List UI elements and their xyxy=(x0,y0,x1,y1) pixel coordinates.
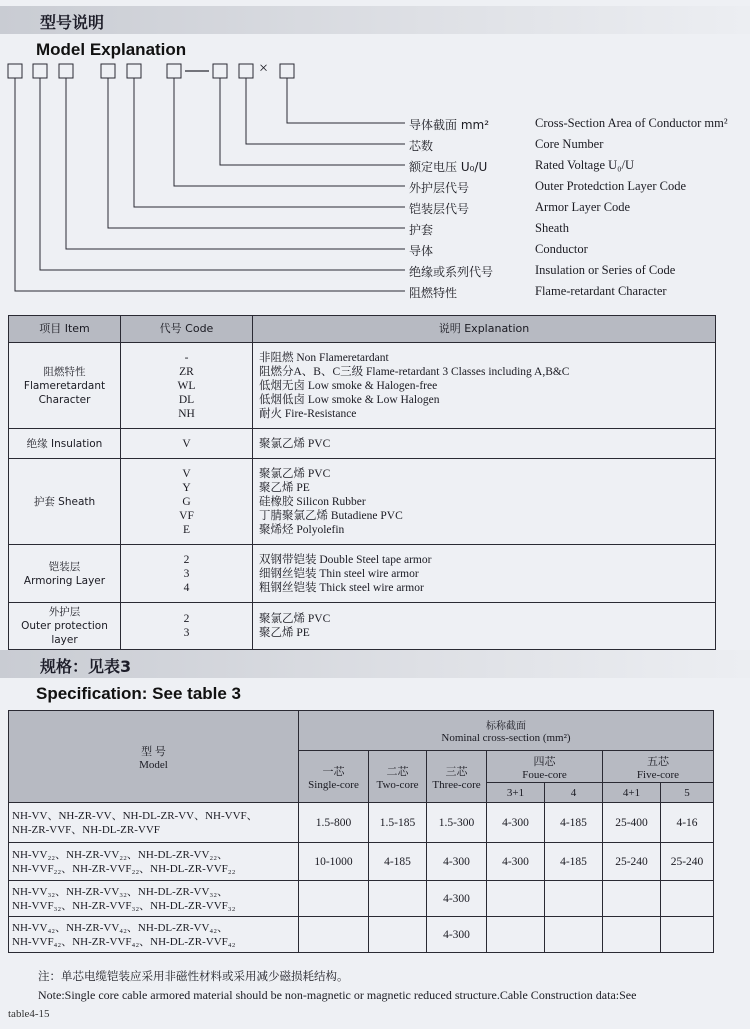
spec-value-cell xyxy=(545,881,603,917)
legend-en-1: Core Number xyxy=(535,137,604,151)
code-explanation-cell: 聚氯乙烯 PVC 聚乙烯 PE xyxy=(253,603,716,650)
spec-model-cell: NH-VV₃₂、NH-ZR-VV₃₂、NH-DL-ZR-VV₃₂、 NH-VVF₃₂、NH-ZR-VVF₃₂、NH-DL-ZR-VVF₃₂ xyxy=(9,881,299,917)
legend-cn-2: 额定电压 U₀/U xyxy=(409,160,488,174)
code-table-row xyxy=(9,429,716,459)
spec-sub-four-a: 3+1 xyxy=(487,783,545,803)
code-code-cell: 2 3 4 xyxy=(121,545,253,603)
code-code-cell: - ZR WL DL NH xyxy=(121,343,253,429)
spec-header-three: 三芯 Three-core xyxy=(427,751,487,803)
legend-en-6: Conductor xyxy=(535,242,588,256)
model-title-en: Model Explanation xyxy=(36,40,187,59)
spec-value-cell: 4-300 xyxy=(427,843,487,881)
code-code-cell: 2 3 xyxy=(121,603,253,650)
code-table-header xyxy=(9,316,716,343)
spec-model-cell: NH-VV₂₂、NH-ZR-VV₂₂、NH-DL-ZR-VV₂₂、 NH-VVF₂₂、NH-ZR-VVF₂₂、NH-DL-ZR-VVF₂₂ xyxy=(9,843,299,881)
code-table-row xyxy=(9,343,716,429)
spec-value-cell xyxy=(603,917,661,953)
spec-value-cell xyxy=(487,881,545,917)
spec-sub-four-b: 4 xyxy=(545,783,603,803)
spec-header-four: 四芯 Foue-core xyxy=(487,751,603,783)
spec-value-cell xyxy=(369,881,427,917)
code-box-voltage xyxy=(213,64,227,78)
legend-cn-7: 绝缘或系列代号 xyxy=(409,265,494,279)
legend-en-3: Outer Protedction Layer Code xyxy=(535,179,686,193)
spec-table-row xyxy=(9,917,714,953)
code-box-insulation xyxy=(33,64,47,78)
spec-header-single: 一芯 Single-core xyxy=(299,751,369,803)
spec-sub-five-a: 4+1 xyxy=(603,783,661,803)
legend-cn-0: 导体截面 mm² xyxy=(409,118,490,132)
spec-table xyxy=(8,710,714,953)
spec-value-cell: 4-185 xyxy=(545,803,603,843)
header-code: 代号 Code xyxy=(121,316,253,343)
spec-value-cell: 25-400 xyxy=(603,803,661,843)
legend-en-4: Armor Layer Code xyxy=(535,200,631,214)
code-table-row xyxy=(9,459,716,545)
code-times-symbol: × xyxy=(259,60,269,77)
legend-en-8: Flame-retardant Character xyxy=(535,284,667,298)
code-explanation-cell: 聚氯乙烯 PVC xyxy=(253,429,716,459)
legend-en-7: Insulation or Series of Code xyxy=(535,263,676,277)
legend-cn-1: 芯数 xyxy=(409,139,434,153)
spec-value-cell xyxy=(369,917,427,953)
spec-value-cell: 1.5-185 xyxy=(369,803,427,843)
spec-value-cell: 10-1000 xyxy=(299,843,369,881)
spec-title-cn: 规格：见表3 xyxy=(40,657,132,676)
spec-value-cell xyxy=(661,881,714,917)
legend-cn-3: 外护层代号 xyxy=(409,181,470,195)
spec-title-en: Specification: See table 3 xyxy=(36,684,242,703)
legend-cn-4: 铠装层代号 xyxy=(409,202,470,216)
spec-header-five: 五芯 Five-core xyxy=(603,751,714,783)
spec-value-cell xyxy=(299,917,369,953)
code-code-cell: V xyxy=(121,429,253,459)
code-explanation-cell: 非阻燃 Non Flameretardant 阻燃分A、B、C三级 Flame-retardant 3 Classes including A,B&C 低烟无卤 Low smoke & Halogen-free 低烟低卤 Low smoke & Low Halogen 耐火 Fire-Resistance xyxy=(253,343,716,429)
code-table-row xyxy=(9,603,716,650)
spec-header-model: 型 号 Model xyxy=(9,711,299,803)
spec-value-cell xyxy=(299,881,369,917)
spec-value-cell xyxy=(603,881,661,917)
header-item: 项目 Item xyxy=(9,316,121,343)
code-box-outer xyxy=(167,64,181,78)
legend-en-0: Cross-Section Area of Conductor mm² xyxy=(535,116,728,130)
code-item-cell: 阻燃特性 Flameretardant Character xyxy=(9,343,121,429)
code-box-flame xyxy=(8,64,22,78)
spec-value-cell: 1.5-800 xyxy=(299,803,369,843)
note-en: Note:Single core cable armored material should be non-magnetic or magnetic reduced structure.Cable Construction data:See xyxy=(38,988,637,1002)
spec-value-cell xyxy=(545,917,603,953)
legend-cn-6: 导体 xyxy=(409,244,434,258)
spec-sub-five-b: 5 xyxy=(661,783,714,803)
spec-value-cell: 25-240 xyxy=(661,843,714,881)
note-cn: 注：单芯电缆铠装应采用非磁性材料或采用减少磁损耗结构。 xyxy=(38,969,349,983)
legend-cn-8: 阻燃特性 xyxy=(409,286,458,300)
code-table-row xyxy=(9,545,716,603)
spec-value-cell: 4-300 xyxy=(487,803,545,843)
code-item-cell: 外护层 Outer protection layer xyxy=(9,603,121,650)
spec-value-cell: 25-240 xyxy=(603,843,661,881)
code-box-conductor xyxy=(59,64,73,78)
spec-value-cell: 4-185 xyxy=(545,843,603,881)
code-box-sheath xyxy=(101,64,115,78)
spec-table-row xyxy=(9,803,714,843)
footer-table-ref: table4-15 xyxy=(8,1008,50,1020)
spec-header-nominal: 标称截面 Nominal cross-section (mm²) xyxy=(299,711,714,751)
code-box-armor xyxy=(127,64,141,78)
spec-value-cell: 4-300 xyxy=(427,881,487,917)
code-item-cell: 护套 Sheath xyxy=(9,459,121,545)
header-band-spec xyxy=(0,650,750,678)
code-explanation-cell: 聚氯乙烯 PVC 聚乙烯 PE 硅橡胶 Silicon Rubber 丁腈聚氯乙烯 Butadiene PVC 聚烯烃 Polyolefin xyxy=(253,459,716,545)
spec-value-cell: 4-300 xyxy=(427,917,487,953)
spec-table-row xyxy=(9,843,714,881)
code-box-core xyxy=(239,64,253,78)
model-code-diagram xyxy=(0,56,750,306)
code-explanation-cell: 双钢带铠装 Double Steel tape armor 细钢丝铠装 Thin steel wire armor 粗钢丝铠装 Thick steel wire armor xyxy=(253,545,716,603)
legend-en-5: Sheath xyxy=(535,221,570,235)
spec-value-cell xyxy=(661,917,714,953)
spec-header-two: 二芯 Two-core xyxy=(369,751,427,803)
code-table xyxy=(8,315,716,650)
spec-value-cell xyxy=(487,917,545,953)
spec-value-cell: 4-185 xyxy=(369,843,427,881)
model-title-cn: 型号说明 xyxy=(40,13,105,32)
spec-model-cell: NH-VV₄₂、NH-ZR-VV₄₂、NH-DL-ZR-VV₄₂、 NH-VVF₄₂、NH-ZR-VVF₄₂、NH-DL-ZR-VVF₄₂ xyxy=(9,917,299,953)
spec-value-cell: 4-300 xyxy=(487,843,545,881)
spec-table-row xyxy=(9,881,714,917)
code-box-section xyxy=(280,64,294,78)
spec-model-cell: NH-VV、NH-ZR-VV、NH-DL-ZR-VV、NH-VVF、 NH-ZR-VVF、NH-DL-ZR-VVF xyxy=(9,803,299,843)
code-item-cell: 铠装层 Armoring Layer xyxy=(9,545,121,603)
spec-value-cell: 1.5-300 xyxy=(427,803,487,843)
code-code-cell: V Y G VF E xyxy=(121,459,253,545)
legend-cn-5: 护套 xyxy=(409,223,434,237)
spec-value-cell: 4-16 xyxy=(661,803,714,843)
code-item-cell: 绝缘 Insulation xyxy=(9,429,121,459)
header-band-model xyxy=(0,6,750,34)
header-explanation: 说明 Explanation xyxy=(253,316,716,343)
legend-en-2: Rated Voltage U₀/U xyxy=(535,158,635,172)
